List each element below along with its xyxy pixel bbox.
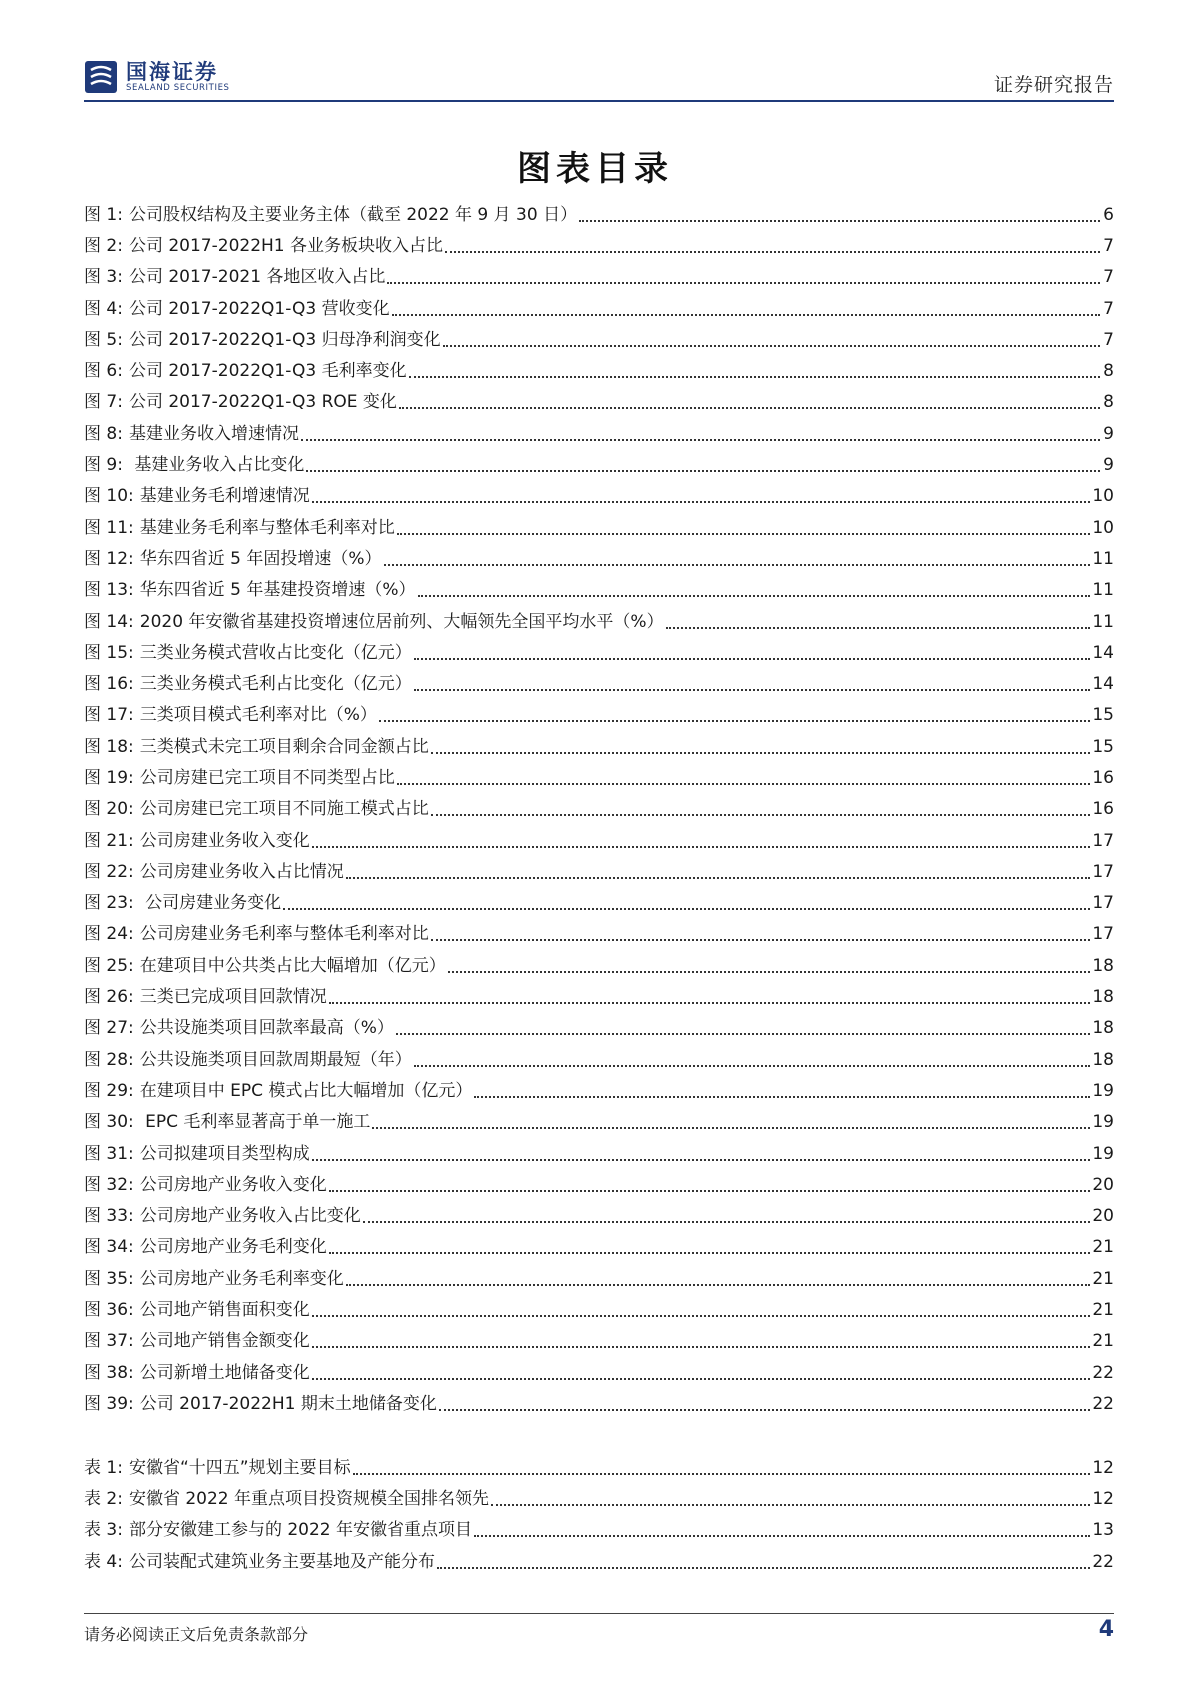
company-logo	[84, 60, 230, 94]
toc-dot-leader	[579, 220, 1100, 222]
toc-entry-page: 21	[1092, 1268, 1114, 1289]
toc-entry[interactable]	[84, 762, 1114, 793]
toc-entry-label: 图 15:	[84, 642, 134, 663]
toc-entry-page: 10	[1092, 517, 1114, 538]
toc-entry-title: 公司 2017-2022Q1-Q3 毛利率变化	[128, 361, 407, 382]
toc-entry-title: 在建项目中公共类占比大幅增加（亿元）	[139, 955, 446, 976]
toc-dot-leader	[306, 470, 1100, 472]
toc-entry-title: 公司 2017-2022Q1-Q3 ROE 变化	[128, 392, 397, 413]
toc-entry-label: 图 18:	[84, 736, 134, 757]
toc-dot-leader	[666, 627, 1091, 629]
toc-entry[interactable]	[84, 230, 1114, 261]
toc-entry[interactable]	[84, 1357, 1114, 1388]
page-number: 4	[1098, 1617, 1114, 1642]
toc-entry-label: 图 7:	[84, 392, 123, 413]
toc-dot-leader	[399, 407, 1100, 409]
toc-dot-leader	[283, 908, 1090, 910]
toc-entry-page: 11	[1092, 548, 1114, 569]
toc-entry-page: 16	[1092, 799, 1114, 820]
toc-entry-label: 表 1:	[84, 1457, 123, 1478]
logo-english-name: SEALAND SECURITIES	[126, 82, 230, 93]
toc-entry-label: 图 32:	[84, 1174, 134, 1195]
toc-entry-page: 17	[1092, 893, 1114, 914]
toc-entry[interactable]	[84, 1483, 1114, 1514]
page-header	[84, 52, 1114, 102]
toc-dot-leader	[414, 689, 1091, 691]
toc-entry-label: 图 25:	[84, 955, 134, 976]
toc-dot-leader	[312, 846, 1091, 848]
toc-dot-leader	[448, 971, 1091, 973]
toc-entry[interactable]	[84, 668, 1114, 699]
toc-entry-page: 9	[1103, 455, 1114, 476]
toc-entry-label: 图 23:	[84, 893, 134, 914]
toc-entry-page: 17	[1092, 861, 1114, 882]
toc-entry[interactable]	[84, 1326, 1114, 1357]
toc-dot-leader	[431, 814, 1091, 816]
toc-entry-page: 8	[1103, 361, 1114, 382]
toc-entry-label: 图 19:	[84, 767, 134, 788]
toc-entry-title: 公司房地产业务收入变化	[139, 1174, 327, 1195]
toc-dot-leader	[329, 1190, 1091, 1192]
toc-dot-leader	[329, 1002, 1091, 1004]
toc-entry-page: 11	[1092, 580, 1114, 601]
toc-dot-leader	[443, 345, 1100, 347]
toc-entry-title: 三类模式未完工项目剩余合同金额占比	[139, 736, 429, 757]
toc-entry-page: 22	[1092, 1393, 1114, 1414]
toc-entry[interactable]	[84, 637, 1114, 668]
toc-entry-label: 图 39:	[84, 1393, 134, 1414]
toc-entry-label: 图 3:	[84, 267, 123, 288]
toc-entry-title: 公司房建已完工项目不同类型占比	[139, 767, 395, 788]
toc-entry[interactable]	[84, 1044, 1114, 1075]
toc-entry-label: 图 37:	[84, 1331, 134, 1352]
logo-chinese-name: 国海证券	[126, 59, 218, 84]
toc-entry[interactable]	[84, 1452, 1114, 1483]
toc-entry-page: 9	[1103, 423, 1114, 444]
toc-entry-page: 21	[1092, 1237, 1114, 1258]
toc-entry-title: 公司 2017-2022Q1-Q3 营收变化	[128, 298, 390, 319]
toc-entry-page: 12	[1092, 1457, 1114, 1478]
toc-entry[interactable]	[84, 1232, 1114, 1263]
toc-entry[interactable]	[84, 856, 1114, 887]
toc-dot-leader	[312, 1378, 1091, 1380]
toc-entry-page: 7	[1103, 267, 1114, 288]
toc-dot-leader	[397, 533, 1091, 535]
toc-entry-label: 图 31:	[84, 1143, 134, 1164]
disclaimer-note: 请务必阅读正文后免责条款部分	[84, 1625, 309, 1644]
toc-entry-label: 图 10:	[84, 486, 134, 507]
toc-entry-label: 图 28:	[84, 1049, 134, 1070]
toc-entry-label: 表 4:	[84, 1551, 123, 1572]
toc-entry-page: 16	[1092, 767, 1114, 788]
toc-dot-leader	[437, 1567, 1090, 1569]
toc-entry-title: 公司地产销售金额变化	[139, 1331, 310, 1352]
toc-entry-label: 图 12:	[84, 548, 134, 569]
toc-entry[interactable]	[84, 199, 1114, 230]
toc-entry-title: 基建业务毛利增速情况	[139, 486, 310, 507]
toc-entry-page: 19	[1092, 1112, 1114, 1133]
toc-entry-page: 21	[1092, 1300, 1114, 1321]
toc-entry[interactable]	[84, 1294, 1114, 1325]
toc-entry-title: 三类已完成项目回款情况	[139, 987, 327, 1008]
toc-entry-title: 在建项目中 EPC 模式占比大幅增加（亿元）	[139, 1080, 473, 1101]
toc-entry[interactable]	[84, 575, 1114, 606]
toc-entry-title: 公司房建业务毛利率与整体毛利率对比	[139, 924, 429, 945]
toc-entry-page: 11	[1092, 611, 1114, 632]
toc-entry-label: 图 30:	[84, 1112, 134, 1133]
toc-entry-title: 公司 2017-2022H1 期末土地储备变化	[139, 1393, 437, 1414]
toc-entry-title: 三类业务模式毛利占比变化（亿元）	[139, 674, 412, 695]
toc-dot-leader	[353, 1473, 1091, 1475]
toc-entry-title: 公司 2017-2021 各地区收入占比	[128, 267, 386, 288]
figure-list	[84, 199, 1114, 1420]
toc-entry[interactable]	[84, 355, 1114, 386]
toc-dot-leader	[392, 314, 1100, 316]
toc-entry-page: 17	[1092, 830, 1114, 851]
toc-entry-page: 21	[1092, 1331, 1114, 1352]
toc-entry[interactable]	[84, 1013, 1114, 1044]
toc-entry[interactable]	[84, 1388, 1114, 1419]
toc-entry-label: 图 1:	[84, 204, 123, 225]
toc-entry[interactable]	[84, 418, 1114, 449]
toc-entry-title: 基建业务收入占比变化	[128, 455, 305, 476]
toc-dot-leader	[474, 1535, 1090, 1537]
toc-entry-page: 14	[1092, 642, 1114, 663]
toc-entry-title: 公司房建业务变化	[139, 893, 282, 914]
toc-entry[interactable]	[84, 919, 1114, 950]
toc-entry-title: 三类项目模式毛利率对比（%）	[139, 705, 377, 726]
toc-dot-leader	[396, 1033, 1090, 1035]
toc-entry-label: 图 35:	[84, 1268, 134, 1289]
toc-entry-page: 22	[1092, 1362, 1114, 1383]
toc-entry[interactable]	[84, 324, 1114, 355]
toc-entry-title: EPC 毛利率显著高于单一施工	[139, 1112, 371, 1133]
toc-dot-leader	[439, 1409, 1091, 1411]
toc-entry-page: 8	[1103, 392, 1114, 413]
toc-entry-page: 19	[1092, 1080, 1114, 1101]
toc-entry-title: 公司地产销售面积变化	[139, 1300, 310, 1321]
toc-entry-title: 2020 年安徽省基建投资增速位居前列、大幅领先全国平均水平（%）	[139, 611, 664, 632]
toc-entry-title: 公司拟建项目类型构成	[139, 1143, 310, 1164]
toc-entry-title: 华东四省近 5 年基建投资增速（%）	[139, 580, 416, 601]
toc-dot-leader	[409, 376, 1100, 378]
toc-entry-label: 表 2:	[84, 1488, 123, 1509]
toc-entry-page: 19	[1092, 1143, 1114, 1164]
sealand-logo-icon	[84, 60, 118, 94]
toc-dot-leader	[397, 783, 1091, 785]
toc-entry-page: 7	[1103, 329, 1114, 350]
toc-entry-page: 18	[1092, 1018, 1114, 1039]
toc-entry-title: 基建业务毛利率与整体毛利率对比	[139, 517, 395, 538]
toc-entry-title: 公司装配式建筑业务主要基地及产能分布	[128, 1551, 435, 1572]
toc-entry-label: 表 3:	[84, 1520, 123, 1541]
toc-entry[interactable]	[84, 449, 1114, 480]
toc-entry-label: 图 34:	[84, 1237, 134, 1258]
toc-entry-title: 公司 2017-2022H1 各业务板块收入占比	[128, 235, 444, 256]
toc-entry[interactable]	[84, 262, 1114, 293]
toc-entry-title: 公司房地产业务毛利变化	[139, 1237, 327, 1258]
toc-entry[interactable]	[84, 1546, 1114, 1577]
toc-entry-label: 图 2:	[84, 235, 123, 256]
toc-entry-title: 公共设施类项目回款周期最短（年）	[139, 1049, 412, 1070]
toc-entry-label: 图 22:	[84, 861, 134, 882]
toc-entry-label: 图 21:	[84, 830, 134, 851]
toc-dot-leader	[372, 1127, 1090, 1129]
toc-entry[interactable]	[84, 606, 1114, 637]
toc-entry-title: 安徽省“十四五”规划主要目标	[128, 1457, 351, 1478]
toc-entry[interactable]	[84, 794, 1114, 825]
toc-entry-page: 6	[1103, 204, 1114, 225]
toc-entry-label: 图 27:	[84, 1018, 134, 1039]
toc-dot-leader	[414, 658, 1091, 660]
toc-entry-page: 15	[1092, 705, 1114, 726]
toc-entry-label: 图 24:	[84, 924, 134, 945]
report-type: 证券研究报告	[993, 74, 1114, 96]
toc-entry[interactable]	[84, 1107, 1114, 1138]
toc-entry-title: 公司房地产业务毛利率变化	[139, 1268, 344, 1289]
toc-entry[interactable]	[84, 387, 1114, 418]
toc-dot-leader	[431, 939, 1091, 941]
toc-entry[interactable]	[84, 543, 1114, 574]
toc-entry[interactable]	[84, 1169, 1114, 1200]
toc-entry-page: 20	[1092, 1174, 1114, 1195]
toc-entry-title: 公司 2017-2022Q1-Q3 归母净利润变化	[128, 329, 441, 350]
toc-entry[interactable]	[84, 825, 1114, 856]
toc-dot-leader	[445, 251, 1100, 253]
toc-entry-label: 图 9:	[84, 455, 123, 476]
toc-entry-label: 图 5:	[84, 329, 123, 350]
toc-dot-leader	[491, 1504, 1090, 1506]
toc-dot-leader	[414, 1065, 1091, 1067]
toc-dot-leader	[431, 752, 1091, 754]
toc-entry-label: 图 14:	[84, 611, 134, 632]
toc-entry[interactable]	[84, 700, 1114, 731]
toc-entry-page: 7	[1103, 235, 1114, 256]
toc-entry-page: 18	[1092, 1049, 1114, 1070]
toc-entry-title: 安徽省 2022 年重点项目投资规模全国排名领先	[128, 1488, 490, 1509]
toc-dot-leader	[387, 282, 1100, 284]
toc-entry-title: 部分安徽建工参与的 2022 年安徽省重点项目	[128, 1520, 473, 1541]
toc-dot-leader	[346, 1284, 1091, 1286]
toc-entry[interactable]	[84, 888, 1114, 919]
toc-entry-page: 18	[1092, 955, 1114, 976]
toc-entry-title: 公司房建业务收入变化	[139, 830, 310, 851]
toc-entry[interactable]	[84, 1075, 1114, 1106]
toc-dot-leader	[301, 439, 1100, 441]
toc-entry-title: 公司房建已完工项目不同施工模式占比	[139, 799, 429, 820]
toc-dot-leader	[312, 501, 1091, 503]
toc-entry-page: 22	[1092, 1551, 1114, 1572]
toc-entry-label: 图 26:	[84, 987, 134, 1008]
toc-dot-leader	[474, 1096, 1090, 1098]
toc-entry-label: 图 4:	[84, 298, 123, 319]
toc-entry-page: 10	[1092, 486, 1114, 507]
toc-entry[interactable]	[84, 512, 1114, 543]
toc-entry-page: 7	[1103, 298, 1114, 319]
toc-entry-label: 图 16:	[84, 674, 134, 695]
page-footer	[84, 1613, 1114, 1644]
toc-entry-page: 15	[1092, 736, 1114, 757]
toc-entry[interactable]	[84, 293, 1114, 324]
toc-dot-leader	[384, 564, 1091, 566]
toc-entry-page: 13	[1092, 1520, 1114, 1541]
toc-entry-label: 图 36:	[84, 1300, 134, 1321]
toc-dot-leader	[418, 595, 1091, 597]
toc-entry-title: 公司股权结构及主要业务主体（截至 2022 年 9 月 30 日）	[128, 204, 578, 225]
toc-entry-title: 华东四省近 5 年固投增速（%）	[139, 548, 382, 569]
toc-entry-page: 20	[1092, 1206, 1114, 1227]
toc-entry[interactable]	[84, 1201, 1114, 1232]
toc-dot-leader	[312, 1159, 1091, 1161]
toc-entry[interactable]	[84, 731, 1114, 762]
toc-entry-page: 14	[1092, 674, 1114, 695]
toc-entry-title: 公司房地产业务收入占比变化	[139, 1206, 361, 1227]
toc-entry[interactable]	[84, 481, 1114, 512]
toc-dot-leader	[312, 1315, 1091, 1317]
toc-entry[interactable]	[84, 981, 1114, 1012]
toc-entry-label: 图 33:	[84, 1206, 134, 1227]
toc-entry-page: 18	[1092, 987, 1114, 1008]
toc-dot-leader	[346, 877, 1091, 879]
toc-entry-page: 17	[1092, 924, 1114, 945]
toc-entry-title: 公共设施类项目回款率最高（%）	[139, 1018, 394, 1039]
toc-dot-leader	[363, 1221, 1091, 1223]
toc-entry-title: 公司新增土地储备变化	[139, 1362, 310, 1383]
toc-entry-page: 12	[1092, 1488, 1114, 1509]
toc-entry-label: 图 17:	[84, 705, 134, 726]
toc-entry-label: 图 38:	[84, 1362, 134, 1383]
toc-entry[interactable]	[84, 1138, 1114, 1169]
toc-entry-label: 图 20:	[84, 799, 134, 820]
toc-entry-label: 图 29:	[84, 1080, 134, 1101]
toc-dot-leader	[312, 1346, 1091, 1348]
toc-entry-title: 三类业务模式营收占比变化（亿元）	[139, 642, 412, 663]
toc-entry-title: 基建业务收入增速情况	[128, 423, 299, 444]
toc-dot-leader	[379, 720, 1090, 722]
toc-entry-label: 图 6:	[84, 361, 123, 382]
toc-entry-label: 图 13:	[84, 580, 134, 601]
toc-dot-leader	[329, 1252, 1091, 1254]
table-list	[84, 1452, 1114, 1577]
toc-entry-title: 公司房建业务收入占比情况	[139, 861, 344, 882]
toc-entry-label: 图 11:	[84, 517, 134, 538]
toc-entry[interactable]	[84, 1515, 1114, 1546]
page-title: 图表目录	[517, 149, 673, 189]
toc-entry[interactable]	[84, 1263, 1114, 1294]
toc-entry[interactable]	[84, 950, 1114, 981]
toc-entry-label: 图 8:	[84, 423, 123, 444]
